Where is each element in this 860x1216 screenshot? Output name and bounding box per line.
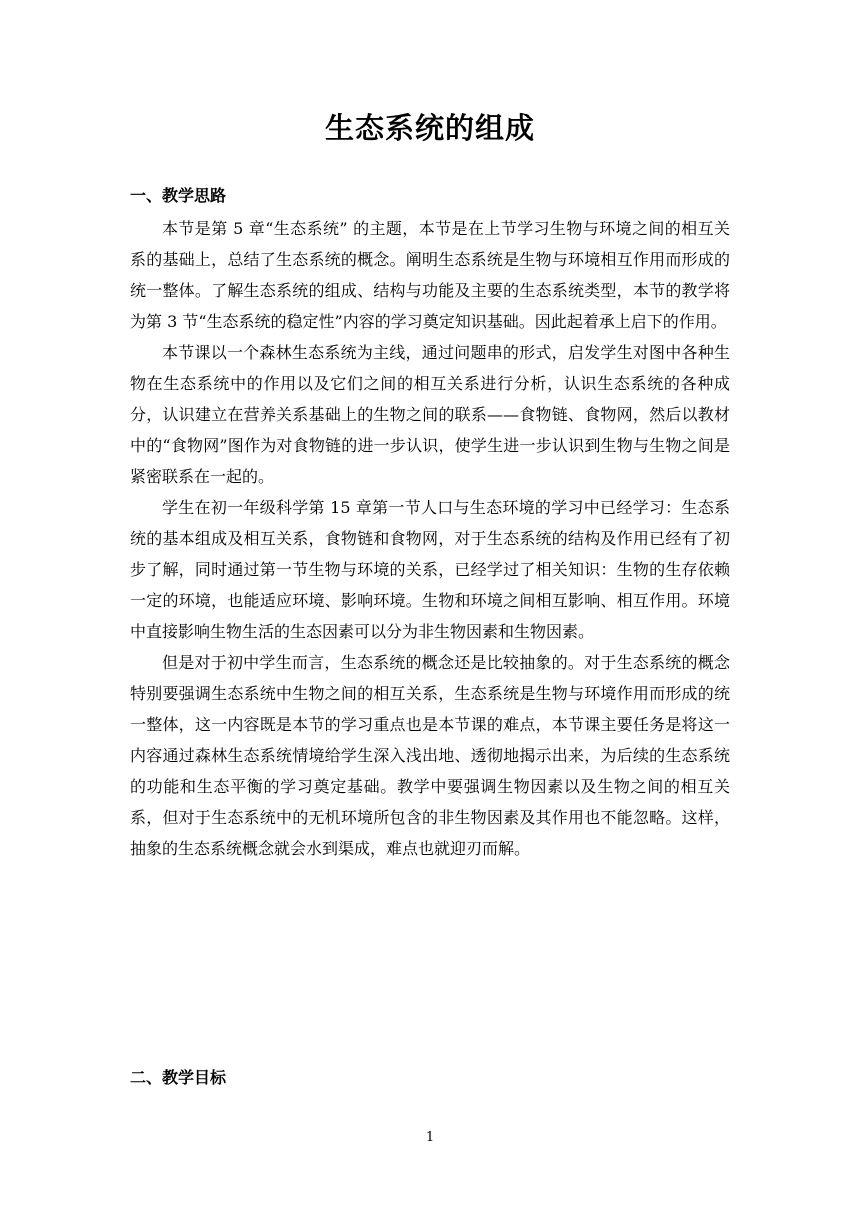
- document-title: 生态系统的组成: [324, 111, 535, 145]
- page-number: 1: [425, 1130, 435, 1145]
- section-heading-teaching-goals: 二、教学目标: [130, 1068, 227, 1087]
- section-heading-teaching-approach: 一、教学思路: [130, 186, 227, 205]
- paragraph: 但是对于初中学生而言，生态系统的概念还是比较抽象的。对于生态系统的概念特别要强调生态系统中生物之间的相互关系，生态系统是生物与环境作用而形成的统一整体，这一内容既是本节的学习重点也是本节课的难点，本节课主要任务是将这一内容通过森林生态系统情境给学生深入浅出地、透彻地揭示出来，为后续的生态系统的功能和生态平衡的学习奠定基础。教学中要强调生物因素以及生物之间的相互关系，但对于生态系统中的无机环境所包含的非生物因素及其作用也不能忽略。这样，抽象的生态系统概念就会水到渠成，难点也就迎刃而解。: [130, 653, 730, 858]
- paragraph: 学生在初一年级科学第 15 章第一节人口与生态环境的学习中已经学习：生态系统的基本组成及相互关系，食物链和食物网，对于生态系统的结构及作用已经有了初步了解，同时通过第一节生物与环境的关系，已经学过了相关知识：生物的生存依赖一定的环境，也能适应环境、影响环境。生物和环境之间相互影响、相互作用。环境中直接影响生物生活的生态因素可以分为非生物因素和生物因素。: [130, 498, 730, 641]
- paragraph: 本节是第 5 章“生态系统” 的主题，本节是在上节学习生物与环境之间的相互关系的基础上，总结了生态系统的概念。阐明生态系统是生物与环境相互作用而形成的统一整体。了解生态系统的组成、结构与功能及主要的生态系统类型，本节的教学将为第 3 节“生态系统的稳定性”内容的学习奠定知识基础。因此起着承上启下的作用。: [130, 219, 730, 331]
- paragraph: 本节课以一个森林生态系统为主线，通过问题串的形式，启发学生对图中各种生物在生态系统中的作用以及它们之间的相互关系进行分析，认识生态系统的各种成分，认识建立在营养关系基础上的生物之间的联系——食物链、食物网，然后以教材中的“食物网”图作为对食物链的进一步认识，使学生进一步认识到生物与生物之间是紧密联系在一起的。: [130, 343, 730, 486]
- section-body-teaching-approach: [130, 213, 730, 864]
